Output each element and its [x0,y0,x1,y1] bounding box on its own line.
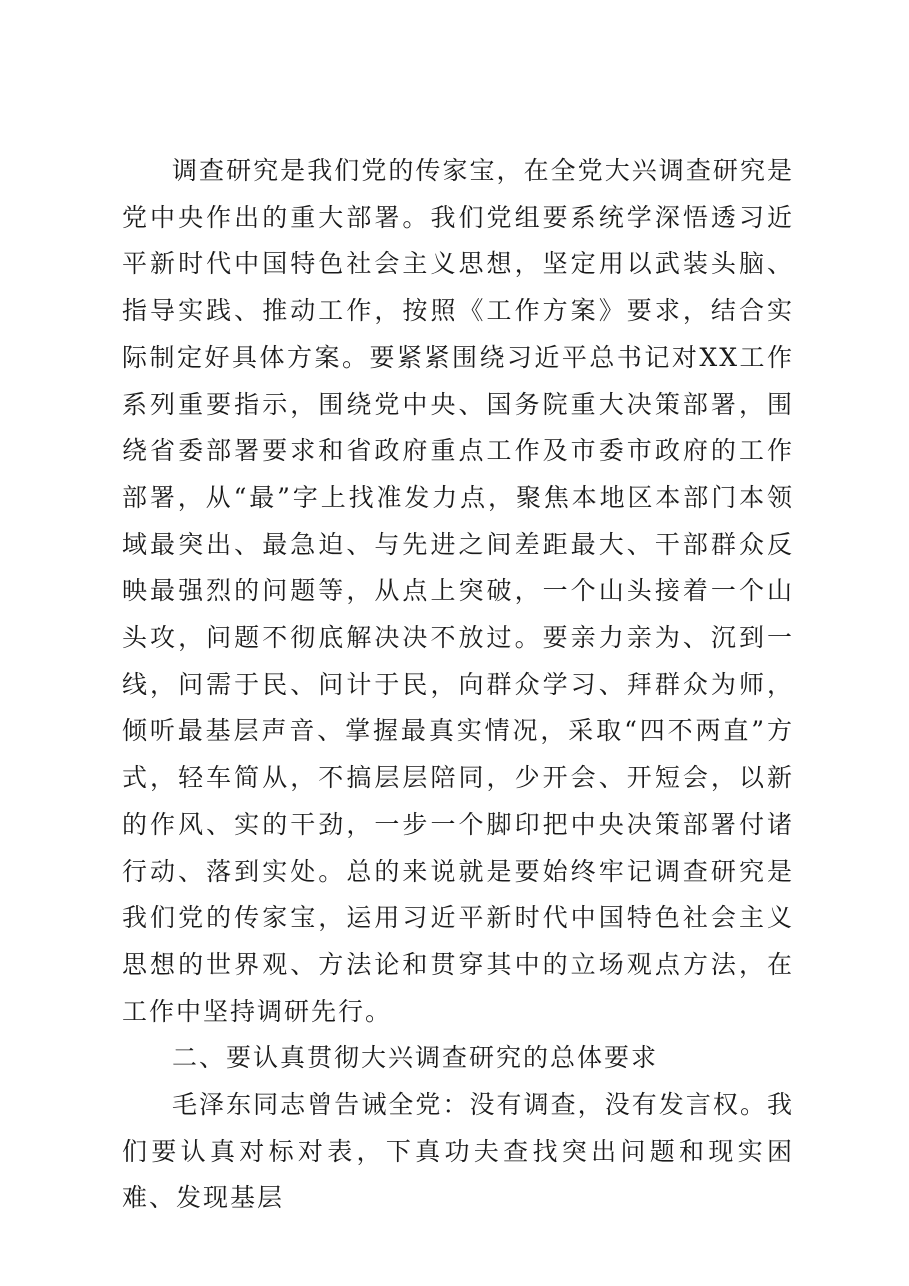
section-heading: 二、要认真贯彻大兴调查研究的总体要求 [172,1043,659,1073]
body-paragraph: 毛泽东同志曾告诫全党：没有调查，没有发言权。我们要认真对标对表，下真功夫查找突出问题和现实困难、发现基层 [122,1090,794,1213]
body-paragraph: 调查研究是我们党的传家宝，在全党大兴调查研究是党中央作出的重大部署。我们党组要系统学深悟透习近平新时代中国特色社会主义思想，坚定用以武装头脑、指导实践、推动工作，按照《工作方案》要求，结合实际制定好具体方案。要紧紧围绕习近平总书记对XX工作系列重要指示，围绕党中央、国务院重大决策部署，围绕省委部署要求和省政府重点工作及市委市政府的工作部署，从“最”字上找准发力点，聚焦本地区本部门本领域最突出、最急迫、与先进之间差距最大、干部群众反映最强烈的问题等，从点上突破，一个山头接着一个山头攻，问题不彻底解决决不放过。要亲力亲为、沉到一线，问需于民、问计于民，向群众学习、拜群众为师，倾听最基层声音、掌握最真实情况，采取“四不两直”方式，轻车简从，不搞层层陪同，少开会、开短会，以新的作风、实的干劲，一步一个脚印把中央决策部署付诸行动、落到实处。总的来说就是要始终牢记调查研究是我们党的传家宝，运用习近平新时代中国特色社会主义思想的世界观、方法论和贯穿其中的立场观点方法，在工作中坚持调研先行。 [122,156,794,1026]
document-body [122,148,794,1222]
